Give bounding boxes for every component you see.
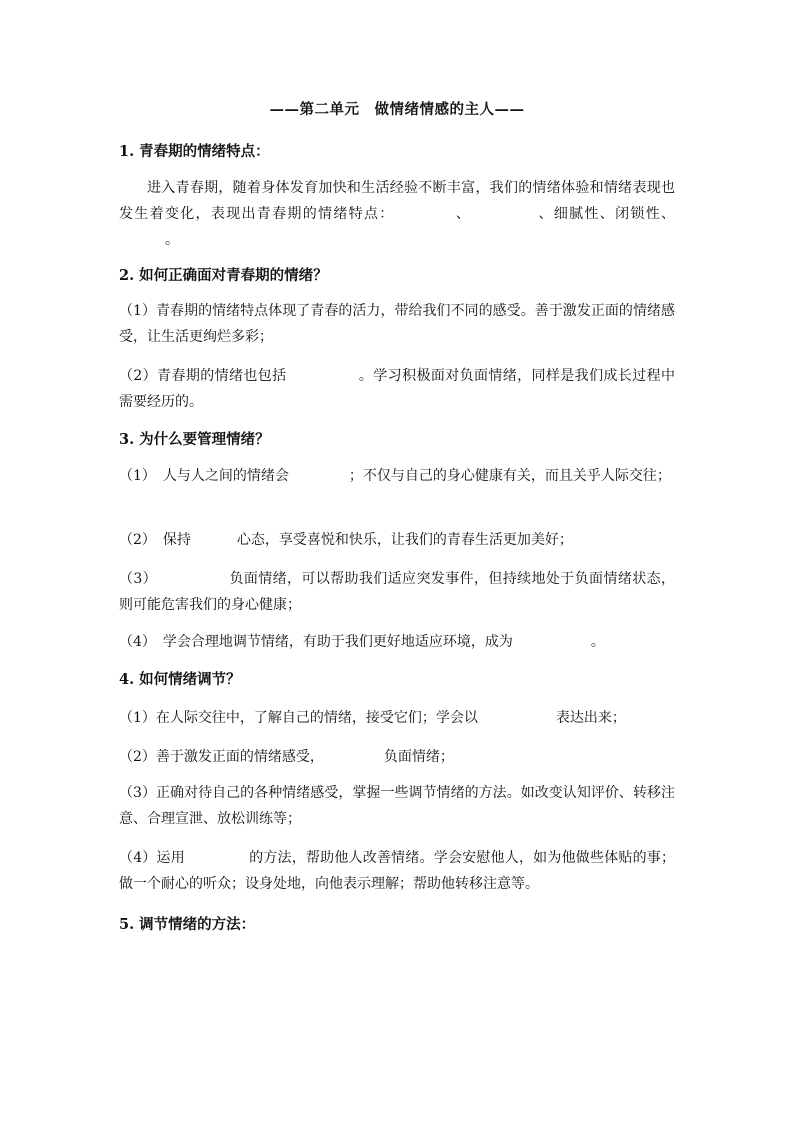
text: 。学习积极面对负面情绪，同样是我们成长过程中需要经历的。 — [119, 368, 675, 410]
section-2-heading: 2. 如何正确面对青春期的情绪？ — [119, 267, 328, 284]
section-4-heading: 4. 如何情绪调节？ — [119, 671, 241, 688]
section-3-heading: 3. 为什么要管理情绪？ — [119, 431, 270, 448]
text: （1）青春期的情绪特点体现了青春的活力，带给我们不同的感受。善于激发正面的情绪感受，让生活更绚烂多彩； — [119, 303, 675, 345]
text: 进入青春期，随着身体发育加快和生活经验不断丰富，我们的情绪体验和情绪表现也发生着变化，表现出青春期的情绪特点： — [119, 180, 675, 222]
text: 负面情绪； — [383, 749, 454, 765]
page-title: ——第二单元 做情绪情感的主人—— — [269, 101, 525, 118]
section-4-item-3 — [119, 780, 675, 832]
text: （3）正确对待自己的各种情绪感受，掌握一些调节情绪的方法。如改变认知评价、转移注意、合理宣泄、放松训练等； — [119, 785, 675, 827]
section-2-item-2 — [119, 363, 675, 415]
section-1-paragraph — [119, 175, 675, 253]
section-3-item-4 — [119, 629, 675, 655]
text: 。 — [165, 232, 179, 248]
text: 心态，享受喜悦和快乐，让我们的青春生活更加美好； — [236, 532, 573, 548]
text: （2）善于激发正面的情绪感受， — [119, 749, 324, 765]
section-2-item-1 — [119, 298, 675, 350]
text: （1）在人际交往中，了解自己的情绪，接受它们；学会以 — [119, 710, 478, 726]
section-3-item-1 — [119, 463, 675, 489]
section-4-item-4 — [119, 845, 675, 897]
text: 负面情绪，可以帮助我们适应突发事件，但持续地处于负面情绪状态，则可能危害我们的身心健康； — [119, 571, 675, 613]
text: （4） 学会合理地调节情绪，有助于我们更好地适应环境，成为 — [119, 634, 513, 650]
text: （2） 保持 — [119, 532, 191, 548]
section-5-heading: 5. 调节情绪的方法： — [119, 916, 256, 933]
text: 的方法，帮助他人改善情绪。学会安慰他人，如为他做些体贴的事；做一个耐心的听众；设身处地，向他表示理解；帮助他转移注意等。 — [119, 850, 675, 892]
section-3-item-3 — [119, 566, 675, 618]
text: （2）青春期的情绪也包括 — [119, 368, 287, 384]
section-1-heading: 1. 青春期的情绪特点： — [119, 143, 270, 160]
text: 表达出来； — [555, 710, 626, 726]
text: 、细腻性、闭锁性、 — [537, 206, 676, 222]
text: （3） — [119, 571, 158, 587]
text: 、 — [454, 206, 472, 222]
text: 。 — [590, 634, 605, 650]
section-3-item-2 — [119, 527, 675, 553]
text: （4）运用 — [119, 850, 185, 866]
section-4-item-1 — [119, 705, 675, 731]
text: ；不仅与自己的身心健康有关，而且关乎人际交往； — [348, 468, 671, 484]
section-4-item-2 — [119, 744, 675, 770]
text: （1） 人与人之间的情绪会 — [119, 468, 289, 484]
